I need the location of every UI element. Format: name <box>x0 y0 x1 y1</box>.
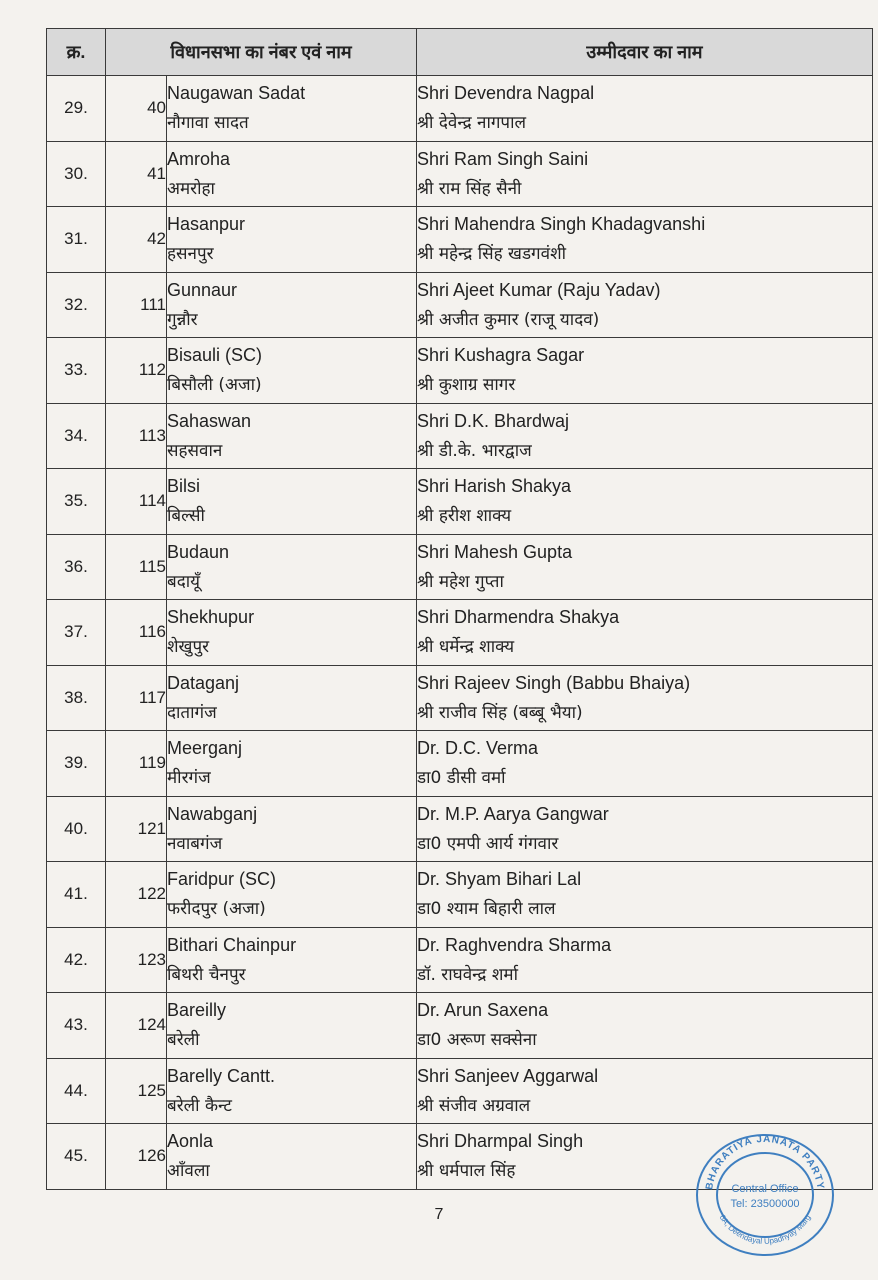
constituency-name-hi: आँवला <box>167 1161 210 1182</box>
candidate-name <box>417 76 873 142</box>
serial-number: 32. <box>47 272 106 338</box>
constituency-number: 123 <box>106 927 167 993</box>
constituency-number: 115 <box>106 534 167 600</box>
candidate-name-en: Dr. M.P. Aarya Gangwar <box>417 803 609 824</box>
candidate-name-hi: श्री धर्मेन्द्र शाक्य <box>417 637 515 658</box>
table-row <box>47 993 873 1059</box>
seal-bottom-text: 6A, Deendayal Upadhyay Marg <box>717 1213 813 1246</box>
candidate-name-hi: डा0 एमपी आर्य गंगवार <box>417 833 559 854</box>
candidate-name-en: Shri Devendra Nagpal <box>417 83 595 104</box>
candidate-name <box>417 1058 873 1124</box>
serial-number: 43. <box>47 993 106 1059</box>
table-row <box>47 665 873 731</box>
constituency-name <box>167 1124 417 1190</box>
serial-number: 33. <box>47 338 106 404</box>
constituency-number: 121 <box>106 796 167 862</box>
constituency-name <box>167 1058 417 1124</box>
candidate-name-hi: श्री राजीव सिंह (बब्बू भैया) <box>417 702 583 723</box>
candidate-name-en: Dr. Arun Saxena <box>417 1000 549 1021</box>
table-header-row <box>47 29 873 76</box>
candidate-name-hi: श्री धर्मपाल सिंह <box>417 1161 516 1182</box>
page-number: 7 <box>434 1206 444 1223</box>
constituency-name-en: Shekhupur <box>167 607 255 628</box>
constituency-name <box>167 927 417 993</box>
candidate-name-en: Shri Dharmpal Singh <box>417 1131 584 1152</box>
table-row <box>47 76 873 142</box>
constituency-name-hi: हसनपुर <box>167 244 214 265</box>
candidate-name-hi: श्री हरीश शाक्य <box>417 506 512 527</box>
table-row <box>47 600 873 666</box>
candidate-name-hi: डा0 डीसी वर्मा <box>417 768 506 789</box>
candidate-name-en: Shri Kushagra Sagar <box>417 345 585 366</box>
candidate-name-hi: डा0 अरूण सक्सेना <box>417 1030 537 1051</box>
candidate-table <box>46 28 873 1190</box>
constituency-name-hi: नवाबगंज <box>167 833 223 854</box>
candidate-name-en: Shri Mahendra Singh Khadagvanshi <box>417 214 706 235</box>
constituency-name <box>167 993 417 1059</box>
candidate-name <box>417 862 873 928</box>
candidate-name-en: Dr. Raghvendra Sharma <box>417 934 612 955</box>
constituency-name-en: Nawabganj <box>167 803 258 824</box>
constituency-number: 117 <box>106 665 167 731</box>
constituency-name <box>167 796 417 862</box>
constituency-name <box>167 665 417 731</box>
constituency-name-hi: बरेली कैन्ट <box>167 1095 232 1116</box>
candidate-name-hi: श्री कुशाग्र सागर <box>417 375 516 396</box>
constituency-name-hi: सहसवान <box>167 440 223 461</box>
serial-number: 29. <box>47 76 106 142</box>
header-serial: क्र. <box>47 29 106 76</box>
candidate-name-en: Dr. Shyam Bihari Lal <box>417 869 582 890</box>
constituency-name-en: Amroha <box>167 148 231 169</box>
candidate-name <box>417 600 873 666</box>
candidate-name-hi: डा0 श्याम बिहारी लाल <box>417 899 556 920</box>
constituency-name-en: Gunnaur <box>167 279 238 300</box>
candidate-name <box>417 927 873 993</box>
serial-number: 35. <box>47 469 106 535</box>
constituency-name <box>167 272 417 338</box>
constituency-name <box>167 862 417 928</box>
constituency-name <box>167 76 417 142</box>
header-candidate: उम्मीदवार का नाम <box>417 29 873 76</box>
candidate-name-en: Shri Ram Singh Saini <box>417 148 589 169</box>
table-row <box>47 469 873 535</box>
serial-number: 39. <box>47 731 106 797</box>
constituency-number: 119 <box>106 731 167 797</box>
constituency-name <box>167 469 417 535</box>
constituency-number: 112 <box>106 338 167 404</box>
serial-number: 36. <box>47 534 106 600</box>
constituency-number: 41 <box>106 141 167 207</box>
constituency-name <box>167 403 417 469</box>
constituency-number: 124 <box>106 993 167 1059</box>
candidate-name-en: Shri D.K. Bhardwaj <box>417 410 570 431</box>
constituency-name-hi: मीरगंज <box>167 768 211 789</box>
constituency-name <box>167 141 417 207</box>
candidate-name-hi: श्री डी.के. भारद्वाज <box>417 440 532 461</box>
candidate-name-en: Shri Harish Shakya <box>417 476 572 497</box>
constituency-number: 113 <box>106 403 167 469</box>
constituency-name <box>167 338 417 404</box>
seal-line-1: Central Office <box>731 1183 799 1195</box>
constituency-name-en: Aonla <box>167 1131 214 1152</box>
serial-number: 34. <box>47 403 106 469</box>
constituency-name <box>167 534 417 600</box>
table-row <box>47 927 873 993</box>
constituency-number: 126 <box>106 1124 167 1190</box>
constituency-name-hi: नौगावा सादत <box>167 113 249 134</box>
table-row <box>47 272 873 338</box>
table-row <box>47 534 873 600</box>
constituency-name-en: Sahaswan <box>167 410 252 431</box>
constituency-name-hi: गुन्नौर <box>167 309 198 330</box>
constituency-number: 111 <box>106 272 167 338</box>
candidate-name <box>417 534 873 600</box>
candidate-name-en: Shri Mahesh Gupta <box>417 541 573 562</box>
candidate-name-hi: श्री संजीव अग्रवाल <box>417 1095 531 1116</box>
constituency-number: 114 <box>106 469 167 535</box>
constituency-name-hi: बिल्सी <box>167 506 205 527</box>
constituency-name-hi: बिथरी चैनपुर <box>167 964 246 985</box>
constituency-name-hi: दातागंज <box>167 702 217 723</box>
candidate-name <box>417 141 873 207</box>
candidate-name-hi: श्री महेश गुप्ता <box>417 571 504 592</box>
table-row <box>47 141 873 207</box>
constituency-name-en: Budaun <box>167 541 230 562</box>
candidate-name-en: Shri Rajeev Singh (Babbu Bhaiya) <box>417 672 691 693</box>
candidate-name-hi: श्री महेन्द्र सिंह खडगवंशी <box>417 244 567 265</box>
svg-text:6A, Deendayal Upadhyay Marg <box>718 1213 813 1246</box>
table-row <box>47 338 873 404</box>
constituency-name-en: Naugawan Sadat <box>167 83 306 104</box>
serial-number: 44. <box>47 1058 106 1124</box>
serial-number: 37. <box>47 600 106 666</box>
constituency-number: 116 <box>106 600 167 666</box>
candidate-name <box>417 665 873 731</box>
candidate-name-hi: डॉ. राघवेन्द्र शर्मा <box>417 964 518 985</box>
constituency-name <box>167 600 417 666</box>
constituency-name-hi: शेखुपुर <box>167 637 210 658</box>
candidate-name <box>417 207 873 273</box>
constituency-name-en: Barelly Cantt. <box>167 1065 276 1086</box>
candidate-name <box>417 403 873 469</box>
constituency-name-hi: बिसौली (अजा) <box>167 375 262 396</box>
candidate-name-hi: श्री देवेन्द्र नागपाल <box>417 113 526 134</box>
constituency-name-en: Hasanpur <box>167 214 246 235</box>
table-row <box>47 1058 873 1124</box>
constituency-number: 42 <box>106 207 167 273</box>
candidate-name-hi: श्री अजीत कुमार (राजू यादव) <box>417 309 600 330</box>
table-row <box>47 207 873 273</box>
constituency-name <box>167 731 417 797</box>
constituency-name-hi: फरीदपुर (अजा) <box>167 899 266 920</box>
constituency-name <box>167 207 417 273</box>
constituency-number: 40 <box>106 76 167 142</box>
table-row <box>47 403 873 469</box>
table-row <box>47 796 873 862</box>
seal-ring-text: BHARATIYA JANATA PARTY <box>704 1133 826 1191</box>
constituency-number: 125 <box>106 1058 167 1124</box>
serial-number: 41. <box>47 862 106 928</box>
candidate-name <box>417 338 873 404</box>
serial-number: 38. <box>47 665 106 731</box>
constituency-name-en: Meerganj <box>167 738 243 759</box>
constituency-name-en: Bareilly <box>167 1000 227 1021</box>
candidate-name-en: Shri Ajeet Kumar (Raju Yadav) <box>417 279 661 300</box>
constituency-name-hi: बरेली <box>167 1030 200 1051</box>
serial-number: 40. <box>47 796 106 862</box>
serial-number: 30. <box>47 141 106 207</box>
candidate-name <box>417 731 873 797</box>
constituency-name-en: Bilsi <box>167 476 201 497</box>
constituency-name-hi: अमरोहा <box>167 178 215 199</box>
candidate-name <box>417 272 873 338</box>
candidate-name-hi: श्री राम सिंह सैनी <box>417 178 522 199</box>
constituency-name-en: Bisauli (SC) <box>167 345 263 366</box>
constituency-name-en: Faridpur (SC) <box>167 869 277 890</box>
header-constituency: विधानसभा का नंबर एवं नाम <box>106 29 417 76</box>
candidate-name-en: Shri Dharmendra Shakya <box>417 607 620 628</box>
serial-number: 31. <box>47 207 106 273</box>
seal-line-2: Tel: 23500000 <box>730 1198 800 1210</box>
table-row <box>47 731 873 797</box>
candidate-name <box>417 469 873 535</box>
candidate-name <box>417 993 873 1059</box>
table-row <box>47 862 873 928</box>
serial-number: 45. <box>47 1124 106 1190</box>
candidate-name-en: Dr. D.C. Verma <box>417 738 539 759</box>
party-seal-stamp <box>690 1132 840 1258</box>
constituency-name-hi: बदायूँ <box>167 571 200 592</box>
constituency-name-en: Bithari Chainpur <box>167 934 297 955</box>
serial-number: 42. <box>47 927 106 993</box>
constituency-name-en: Dataganj <box>167 672 240 693</box>
candidate-name-en: Shri Sanjeev Aggarwal <box>417 1065 599 1086</box>
constituency-number: 122 <box>106 862 167 928</box>
candidate-name <box>417 796 873 862</box>
